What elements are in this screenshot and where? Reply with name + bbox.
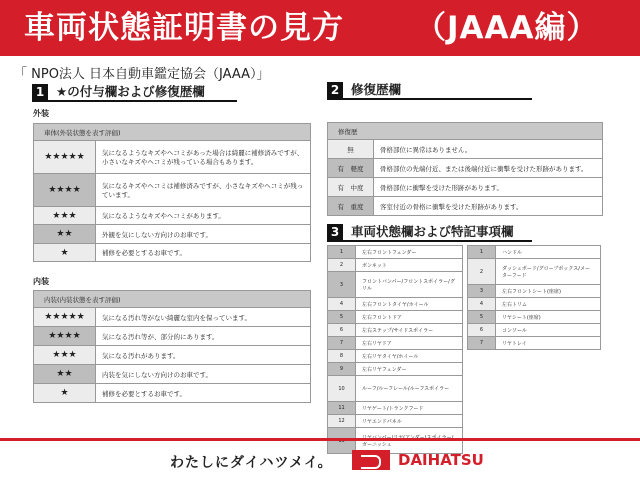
table-row — [328, 298, 463, 311]
description-cell: 内装を気にしない方向けのお車です。 — [96, 365, 311, 384]
table-row — [328, 159, 603, 178]
table-row — [328, 415, 463, 428]
table-row — [468, 259, 601, 285]
part-number: 9 — [328, 363, 356, 376]
repair-history-table — [327, 122, 603, 216]
table-row — [34, 225, 311, 244]
rating-cell: ★★★ — [34, 207, 96, 225]
section-number: 2 — [327, 82, 343, 98]
interior-table — [33, 290, 311, 403]
table-row — [468, 311, 601, 324]
interior-parts-table — [467, 245, 601, 350]
table-row — [468, 337, 601, 350]
table-row — [328, 376, 463, 402]
part-name: ルーフ/ルーフレール/ルーフスポイラー — [356, 376, 463, 402]
part-number: 12 — [328, 415, 356, 428]
table-row — [34, 346, 311, 365]
part-name: 左右リヤフェンダー — [356, 363, 463, 376]
table-row — [328, 246, 463, 259]
rating-cell: ★★ — [34, 365, 96, 384]
part-number: 4 — [468, 298, 496, 311]
table-row — [328, 197, 603, 216]
part-name: ガーニッシュ — [356, 428, 463, 454]
table-row — [34, 207, 311, 225]
part-name: ハンドル — [496, 246, 601, 259]
part-number: 1 — [468, 246, 496, 259]
table-row — [328, 272, 463, 298]
description-cell: 外観を気にしない方向けのお車です。 — [96, 225, 311, 244]
rating-cell: ★★ — [34, 225, 96, 244]
part-name: リヤエンドパネル — [356, 415, 463, 428]
part-number: 3 — [468, 285, 496, 298]
section-title: ★の付与欄および修復歴欄 — [56, 84, 205, 99]
rating-cell: ★★★★★ — [34, 141, 96, 174]
part-name: 左右リヤドア — [356, 337, 463, 350]
table-header: 修復歴 — [328, 123, 603, 140]
table-row — [328, 324, 463, 337]
part-number: 10 — [328, 376, 356, 402]
daihatsu-logo-icon — [352, 450, 390, 470]
part-name: ボンネット — [356, 259, 463, 272]
rating-cell: ★ — [34, 384, 96, 403]
section-number: 3 — [327, 224, 343, 240]
table-row — [328, 259, 463, 272]
exterior-parts-table — [327, 245, 463, 454]
slogan: わたしにダイハツメイ。 — [170, 455, 333, 471]
exterior-label: 外装 — [33, 109, 49, 118]
section1-heading — [32, 84, 237, 102]
table-row — [34, 327, 311, 346]
part-name: リヤゲート/トランクフード — [356, 402, 463, 415]
rating-cell: 有 重度 — [328, 197, 374, 216]
description-cell: 気になるようなキズやヘコミがあります。 — [96, 207, 311, 225]
table-row — [468, 298, 601, 311]
part-name: リヤトレイ — [496, 337, 601, 350]
table-row — [328, 140, 603, 159]
table-row — [34, 174, 311, 207]
part-number: 8 — [328, 350, 356, 363]
rating-cell: ★★★ — [34, 346, 96, 365]
part-number: 6 — [328, 324, 356, 337]
description-cell: 気になる汚れ等がない綺麗な室内を保っています。 — [96, 308, 311, 327]
part-name: 左右フロントシート(座席) — [496, 285, 601, 298]
part-name: 左右フロントフェンダー — [356, 246, 463, 259]
table-row — [328, 311, 463, 324]
description-cell: 気になる汚れがあります。 — [96, 346, 311, 365]
table-row — [34, 384, 311, 403]
rating-cell: ★★★★ — [34, 327, 96, 346]
part-number: 3 — [328, 272, 356, 298]
part-name: ダッシュボード/グローブボックス/メーターフード — [496, 259, 601, 285]
rating-cell: ★★★★ — [34, 174, 96, 207]
title-banner — [0, 0, 640, 56]
description-cell: 補修を必要とするお車です。 — [96, 244, 311, 262]
rating-cell: ★★★★★ — [34, 308, 96, 327]
part-name: 左右トリム — [496, 298, 601, 311]
part-number: 4 — [328, 298, 356, 311]
table-row — [328, 402, 463, 415]
exterior-table — [33, 123, 311, 262]
description-cell: 骨格部位に異常はありません。 — [374, 140, 603, 159]
section-number: 1 — [32, 84, 48, 100]
section-title: 修復歴欄 — [351, 82, 402, 97]
rating-cell: 有 中度 — [328, 178, 374, 197]
section2-heading — [327, 82, 532, 100]
rating-cell: 有 軽度 — [328, 159, 374, 178]
section3-heading — [327, 224, 532, 242]
part-name: リヤシート(座席) — [496, 311, 601, 324]
table-row — [468, 324, 601, 337]
part-number: 1 — [328, 246, 356, 259]
organization: 「 NPO法人 日本自動車鑑定協会（JAAA）」 — [14, 67, 270, 82]
part-number: 2 — [468, 259, 496, 285]
table-header: 車体(外装状態を表す評価) — [34, 124, 311, 141]
table-row — [468, 285, 601, 298]
table-row — [34, 244, 311, 262]
table-row — [328, 178, 603, 197]
description-cell: 気になるようなキズやヘコミがあった場合は綺麗に補修済みですが、小さいなキズやヘコミが残っている場合もあります。 — [96, 141, 311, 174]
brand-name: DAIHATSU — [398, 451, 484, 469]
description-cell: 客室付近の骨格に衝撃を受けた形跡があります。 — [374, 197, 603, 216]
description-cell: 気になるキズやヘコミは補修済みですが、小さなキズやヘコミが残っています。 — [96, 174, 311, 207]
table-row — [34, 141, 311, 174]
description-cell: 補修を必要とするお車です。 — [96, 384, 311, 403]
part-number: 7 — [328, 337, 356, 350]
part-name: 左右フロントドア — [356, 311, 463, 324]
table-row — [328, 337, 463, 350]
table-row — [328, 363, 463, 376]
section-title: 車両状態欄および特記事項欄 — [351, 224, 514, 239]
interior-label: 内装 — [33, 277, 49, 286]
edition-label: （JAAA編） — [415, 10, 599, 46]
part-name: フロントバンパー/フロントスポイラー/グリル — [356, 272, 463, 298]
description-cell: 骨格部位に衝撃を受けた形跡があります。 — [374, 178, 603, 197]
description-cell: 骨格部位の先端付近、または後端付近に衝撃を受けた形跡があります。 — [374, 159, 603, 178]
part-name: 左右ステップ/サイドスポイラー — [356, 324, 463, 337]
part-number: 11 — [328, 402, 356, 415]
table-row — [328, 350, 463, 363]
rating-cell: 無 — [328, 140, 374, 159]
table-row — [34, 308, 311, 327]
page-title: 車両状態証明書の見方 — [24, 10, 344, 46]
part-name: 左右フロントタイヤ/ホイール — [356, 298, 463, 311]
rating-cell: ★ — [34, 244, 96, 262]
part-number: 5 — [328, 311, 356, 324]
table-row — [34, 365, 311, 384]
description-cell: 気になる汚れ等が、部分的にあります。 — [96, 327, 311, 346]
part-name: 左右リヤタイヤ/ホイール — [356, 350, 463, 363]
part-number: 6 — [468, 324, 496, 337]
part-number: 7 — [468, 337, 496, 350]
part-number: 5 — [468, 311, 496, 324]
footer-divider — [0, 438, 640, 441]
part-name: コンソール — [496, 324, 601, 337]
part-number: 2 — [328, 259, 356, 272]
table-header: 内装(内装状態を表す評価) — [34, 291, 311, 308]
table-row — [468, 246, 601, 259]
